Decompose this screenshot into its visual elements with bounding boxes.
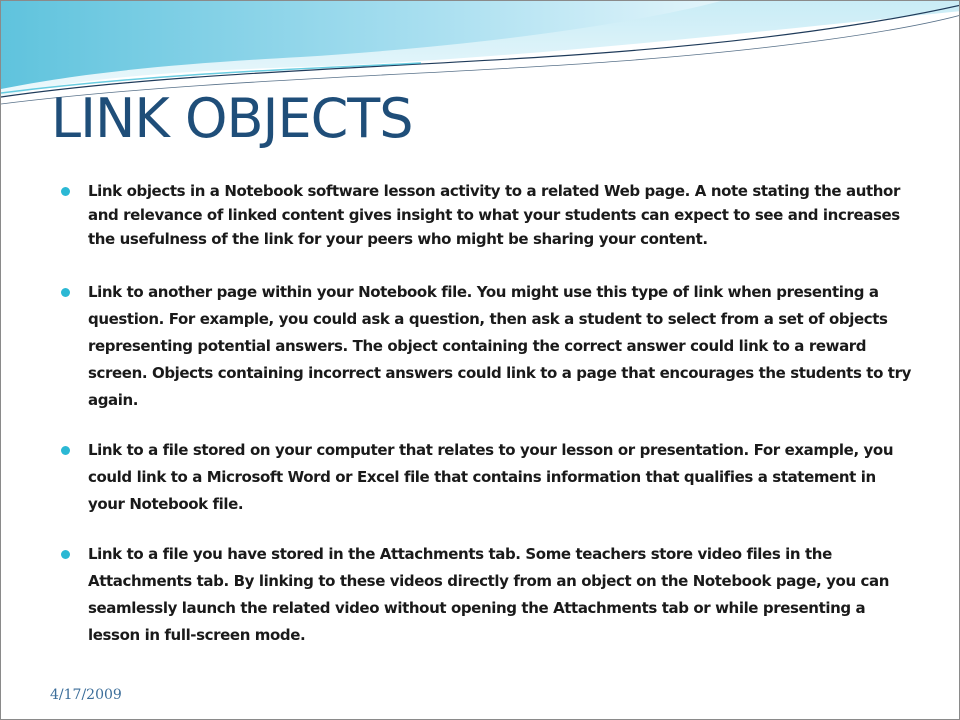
bullet-item — [61, 437, 911, 518]
slide-title: LINK OBJECTS — [51, 87, 413, 150]
bullet-text: Link to a file you have stored in the Attachments tab. Some teachers store video files in the Attachments tab. By linking to these videos directly from an object on the Notebook page, you can seamlessly launch the related video without opening the Attachments tab or while presenting a lesson in full-screen mode. — [88, 545, 890, 644]
bullet-list — [61, 179, 911, 672]
bullet-dot-icon — [61, 550, 70, 559]
bullet-dot-icon — [61, 187, 70, 196]
bullet-item — [61, 179, 911, 251]
slide-date: 4/17/2009 — [50, 687, 122, 703]
bullet-dot-icon — [61, 446, 70, 455]
bullet-text: Link to another page within your Notebook file. You might use this type of link when presenting a question. For example, you could ask a question, then ask a student to select from a set of objects representing potential answers. The object containing the correct answer could link to a reward screen. Objects containing incorrect answers could link to a page that encourages the students to try again. — [88, 283, 911, 409]
bullet-dot-icon — [61, 288, 70, 297]
bullet-item — [61, 541, 911, 649]
bullet-text: Link objects in a Notebook software lesson activity to a related Web page. A note stating the author and relevance of linked content gives insight to what your students can expect to see and increases the usefulness of the link for your peers who might be sharing your content. — [88, 182, 900, 248]
bullet-item — [61, 279, 911, 414]
bullet-text: Link to a file stored on your computer that relates to your lesson or presentation. For example, you could link to a Microsoft Word or Excel file that contains information that qualifies a statement in your Notebook file. — [88, 441, 894, 513]
